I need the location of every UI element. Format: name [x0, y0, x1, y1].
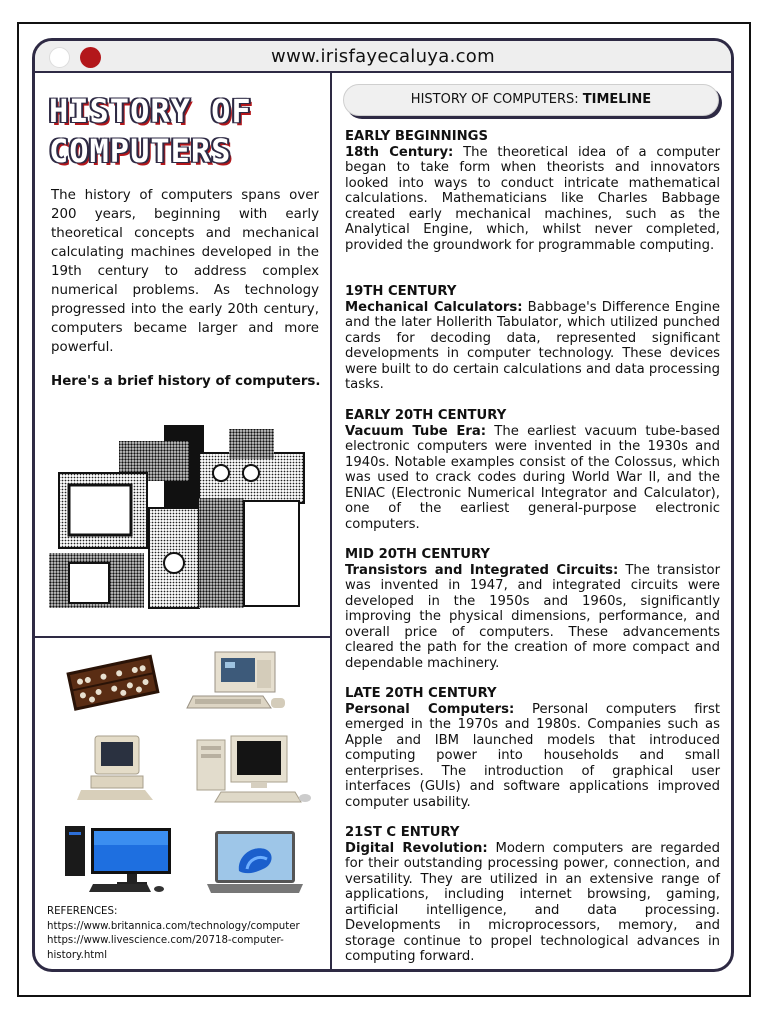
- browser-window: [32, 38, 734, 972]
- timeline-heading-prefix: HISTORY OF COMPUTERS:: [410, 92, 583, 107]
- title-line-2: COMPUTERS: [49, 132, 232, 170]
- reference-link[interactable]: https://www.britannica.com/technology/computer: [47, 920, 300, 932]
- era-subtitle: Mechanical Calculators:: [345, 299, 523, 315]
- timeline-heading: [343, 84, 719, 116]
- title-line-1: HISTORY OF: [49, 92, 252, 130]
- era-section: [345, 825, 720, 965]
- references-label: REFERENCES:: [47, 906, 118, 917]
- page-title: [49, 91, 319, 171]
- reference-link-continued[interactable]: history.html: [47, 949, 108, 961]
- vintage-computer-image: [185, 648, 290, 718]
- era-text: The theoretical idea of a computer began to take form when theorists and innovators looked into ways to conduct intricate mathematical calculations. Mathematicians like Charles Babbage created early mechanical machines, such as the Analytical Engine, which, whilst never completed, provided the groundwork for programmable computing.: [345, 144, 720, 253]
- intro-paragraph: The history of computers spans over 200 years, beginning with early theoretical concepts and mechanical calculating machines developed in the 19th century to address complex numerical problems. As technology progressed into the early 20th century, computers became larger and more powerful.: [51, 188, 319, 355]
- reference-link[interactable]: https://www.livescience.com/20718-computer-: [47, 935, 284, 946]
- era-text: Personal computers first emerged in the 1970s and 1980s. Companies such as Apple and IBM launched models that introduced computing power into households and small enterprises. The introduction of graphical user interfaces (GUIs) and software applications improved computer usability.: [345, 701, 720, 810]
- era-subtitle: Vacuum Tube Era:: [345, 423, 487, 439]
- era-subtitle: Digital Revolution:: [345, 840, 488, 856]
- timeline-heading-emphasis: TIMELINE: [582, 92, 652, 107]
- abacus-image: [65, 653, 160, 713]
- era-text: The earliest vacuum tube-based electronic computers were invented in the 1930s and 1940s. Notable examples consist of the Colossus, which was used to crack codes during World War II, and the ENIAC (Electronic Numerical Integrator and Calculator), one of the earliest general-purpose electronic computers.: [345, 423, 720, 532]
- references: [47, 905, 327, 963]
- era-title: 19TH CENTURY: [345, 284, 457, 299]
- era-body: [345, 300, 720, 393]
- era-title: EARLY BEGINNINGS: [345, 129, 488, 144]
- era-title: LATE 20TH CENTURY: [345, 686, 497, 701]
- era-subtitle: Personal Computers:: [345, 701, 515, 717]
- crt-computer-image: [77, 734, 157, 804]
- era-section: [345, 686, 720, 810]
- era-section: [345, 129, 720, 253]
- laptop-image: [205, 829, 305, 895]
- era-text: Babbage's Difference Engine and the later Hollerith Tabulator, which utilized punched cards for decoding data, represented significant developments in computer technology. These devices were built to do certain calculations and data processing tasks.: [345, 299, 720, 392]
- column-divider: [330, 73, 332, 972]
- era-text: The transistor was invented in 1947, and integrated circuits were developed in the 1950s and 1960s, significantly improving the physical dimensions, performance, and overall price of computers. These advancements cleared the path for the creation of more compact and dependable machinery.: [345, 562, 721, 671]
- brief-history-label: Here's a brief history of computers.: [51, 374, 321, 389]
- era-section: [345, 408, 720, 532]
- era-body: [345, 145, 720, 254]
- era-body: [345, 702, 720, 811]
- era-text: Modern computers are regarded for their outstanding processing power, connection, and versatility. They are utilized in an extensive range of applications, including internet browsing, gaming, artificial intelligence, and data processing. Developments in microprocessors, memory, and storage continue to propel technological advances in computing forward.: [345, 840, 720, 964]
- era-title: 21ST C ENTURY: [345, 825, 460, 840]
- era-subtitle: Transistors and Integrated Circuits:: [345, 562, 619, 578]
- era-body: [345, 563, 720, 672]
- computer-pile-illustration: [49, 413, 309, 613]
- era-body: [345, 841, 720, 965]
- era-title: MID 20TH CENTURY: [345, 547, 490, 562]
- tower-computer-image: [195, 734, 313, 806]
- site-url[interactable]: www.irisfayecaluya.com: [271, 46, 495, 67]
- era-subtitle: 18th Century:: [345, 144, 454, 160]
- era-section: [345, 284, 720, 393]
- section-divider: [35, 636, 331, 638]
- era-title: EARLY 20TH CENTURY: [345, 408, 507, 423]
- era-body: [345, 424, 720, 533]
- era-section: [345, 547, 720, 671]
- modern-desktop-image: [63, 824, 178, 896]
- address-bar: [35, 41, 731, 73]
